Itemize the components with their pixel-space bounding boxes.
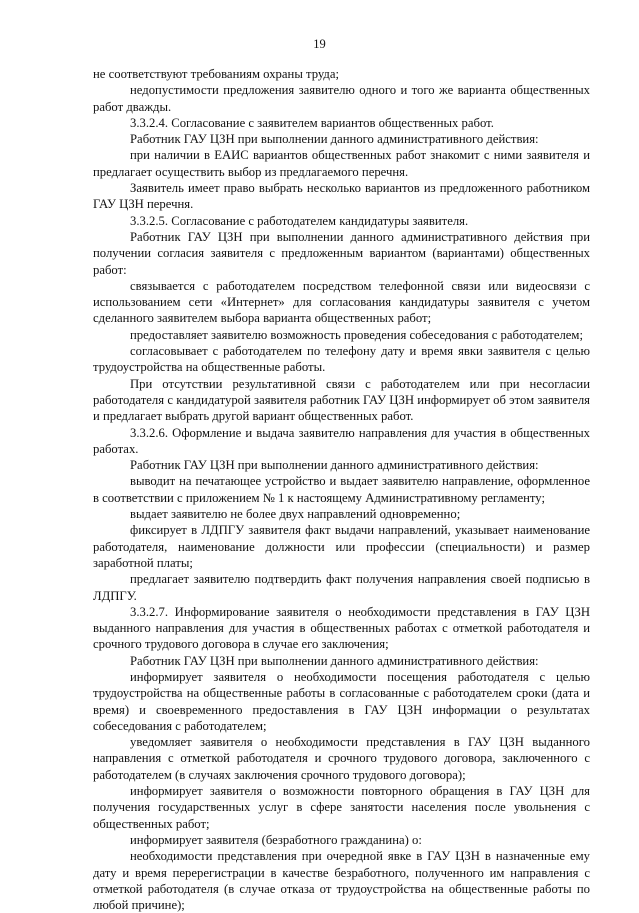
paragraph: информирует заявителя о необходимости посещения работодателя с целью трудоустройства на общественные работы в согласованные с работодателем сроки (дата и время) и своевременного предоставления в ГАУ ЦЗН информации о результатах собеседования с работодателем; [93,669,590,733]
paragraph: при наличии в ЕАИС вариантов общественных работ знакомит с ними заявителя и предлагает осуществить выбор из предлагаемого перечня. [93,148,590,179]
paragraph: Работник ГАУ ЦЗН при выполнении данного административного действия: [130,458,539,473]
paragraph: связывается с работодателем посредством телефонной связи или видеосвязи с использованием сети «Интернет» для согласования кандидатуры заявителя с учетом сделанного заявителем выбора варианта общественных работ; [93,278,590,326]
paragraph: информирует заявителя о возможности повторного обращения в ГАУ ЦЗН для получения государственных услуг в сфере занятости населения после увольнения с общественных работ; [93,784,590,831]
section-heading: 3.3.2.6. Оформление и выдача заявителю направления для участия в общественных работах. [93,425,590,456]
page-number: 19 [313,37,326,51]
paragraph: не соответствуют требованиям охраны труда; [93,67,340,81]
paragraph: недопустимости предложения заявителю одного и того же варианта общественных работ дважды. [93,83,590,114]
paragraph: При отсутствии результативной связи с работодателем или при несогласии работодателя с кандидатурой заявителя работник ГАУ ЦЗН информирует об этом заявителя и предлагает выбрать другой вариант общественных работ. [93,376,590,424]
paragraph: предлагает заявителю подтвердить факт получения направления своей подписью в ЛДПГУ. [93,572,590,603]
section-heading: 3.3.2.7. Информирование заявителя о необходимости представления в ГАУ ЦЗН выданного направления для участия в общественных работах с отметкой работодателя и срочного трудового договора в случае его заключения; [93,604,590,652]
paragraph: предоставляет заявителю возможность проведения собеседования с работодателем; [130,327,583,342]
section-heading: 3.3.2.5. Согласование с работодателем кандидатуры заявителя. [130,213,469,228]
section-heading: 3.3.2.4. Согласование с заявителем вариантов общественных работ. [130,115,494,130]
paragraph: Работник ГАУ ЦЗН при выполнении данного административного действия: [130,132,539,147]
paragraph: выдает заявителю не более двух направлений одновременно; [130,507,461,522]
paragraph: информирует заявителя (безработного гражданина) о: [130,832,422,847]
paragraph: выводит на печатающее устройство и выдает заявителю направление, оформленное в соответствии с приложением № 1 к настоящему Административному регламенту; [93,474,590,505]
document-body [93,66,590,913]
paragraph: Заявитель имеет право выбрать несколько вариантов из предложенного работником ГАУ ЦЗН перечня. [93,181,590,212]
paragraph: Работник ГАУ ЦЗН при выполнении данного административного действия при получении согласия заявителя с предложенным вариантом (вариантами) общественных работ: [93,229,590,277]
paragraph: уведомляет заявителя о необходимости представления в ГАУ ЦЗН выданного направления с отметкой работодателя и срочного трудового договора, заключенного с работодателем (в случаях заключения срочного трудового договора); [93,735,590,782]
paragraph: необходимости представления при очередной явке в ГАУ ЦЗН в назначенные ему дату и время перерегистрации в качестве безработного, полученного им направления с отметкой работодателя (в случае отказа от трудоустройства на общественные работы по любой причине); [93,849,590,913]
paragraph: согласовывает с работодателем по телефону дату и время явки заявителя с целью трудоустройства на общественные работы. [93,344,590,375]
paragraph: фиксирует в ЛДПГУ заявителя факт выдачи направлений, указывает наименование работодателя, наименование должности или профессии (специальности) и размер заработной платы; [93,523,590,570]
paragraph: Работник ГАУ ЦЗН при выполнении данного административного действия: [130,653,539,668]
